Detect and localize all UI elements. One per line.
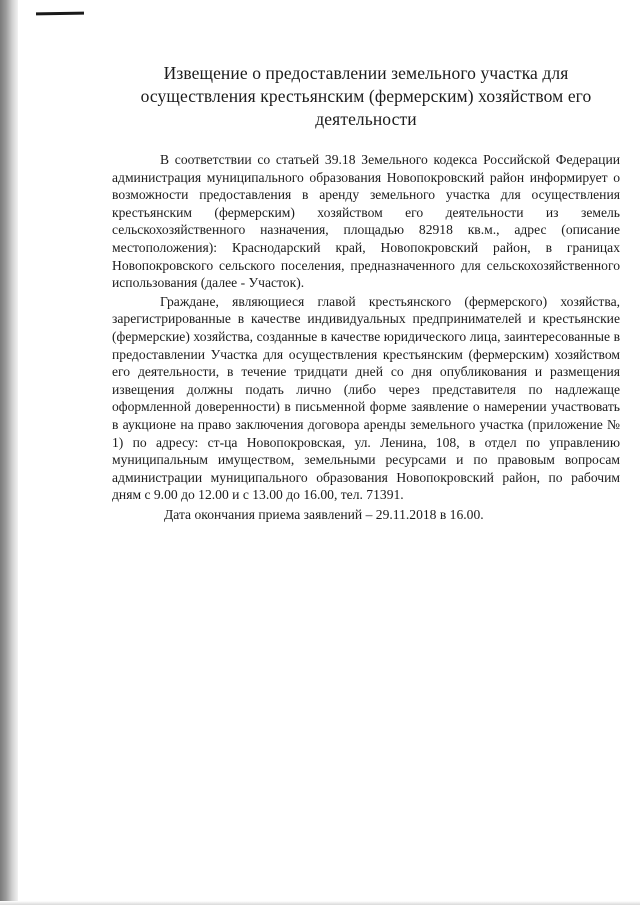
paragraph-applicants: Граждане, являющиеся главой крестьянского (фермерского) хозяйства, зарегистрированные в качестве индивидуальных предпринимателей и крестьянские (фермерские) хозяйства, созданные в качестве юридического лица, заинтересованные в предоставлении Участка для осуществления крестьянским (фермерским) хозяйством его деятельности, в течение тридцати дней со дня опубликования и размещения извещения должны подать лично (либо через представителя по надлежаще оформленной доверенности) в письменной форме заявление о намерении участвовать в аукционе на право заключения договора аренды земельного участка (приложение № 1) по адресу: ст-ца Новопокровская, ул. Ленина, 108, в отдел по управлению муниципальным имуществом, земельными ресурсами и по правовым вопросам администрации муниципального образования Новопокровский район, по рабочим дням с 9.00 до 12.00 и с 13.00 до 16.00, тел. 71391. (112, 293, 620, 503)
scan-shadow-edge (0, 0, 18, 905)
scan-bottom-edge (0, 901, 640, 905)
paragraph-deadline: Дата окончания приема заявлений – 29.11.2018 в 16.00. (164, 506, 484, 522)
document-page (112, 62, 620, 523)
paragraph-notice: В соответствии со статьей 39.18 Земельного кодекса Российской Федерации администрация муниципального образования Новопокровский район информирует о возможности предоставления в аренду земельного участка для осуществления крестьянским (фермерским) хозяйством его деятельности из земель сельскохозяйственного назначения, площадью 82918 кв.м., адрес (описание местоположения): Краснодарский край, Новопокровский район, в границах Новопокровского сельского поселения, предназначенного для сельскохозяйственного использования (далее - Участок). (112, 152, 620, 291)
document-title: Извещение о предоставлении земельного участка для осуществления крестьянским (фермерским) хозяйством его деятельности (140, 63, 592, 129)
scan-pen-mark (36, 12, 84, 16)
